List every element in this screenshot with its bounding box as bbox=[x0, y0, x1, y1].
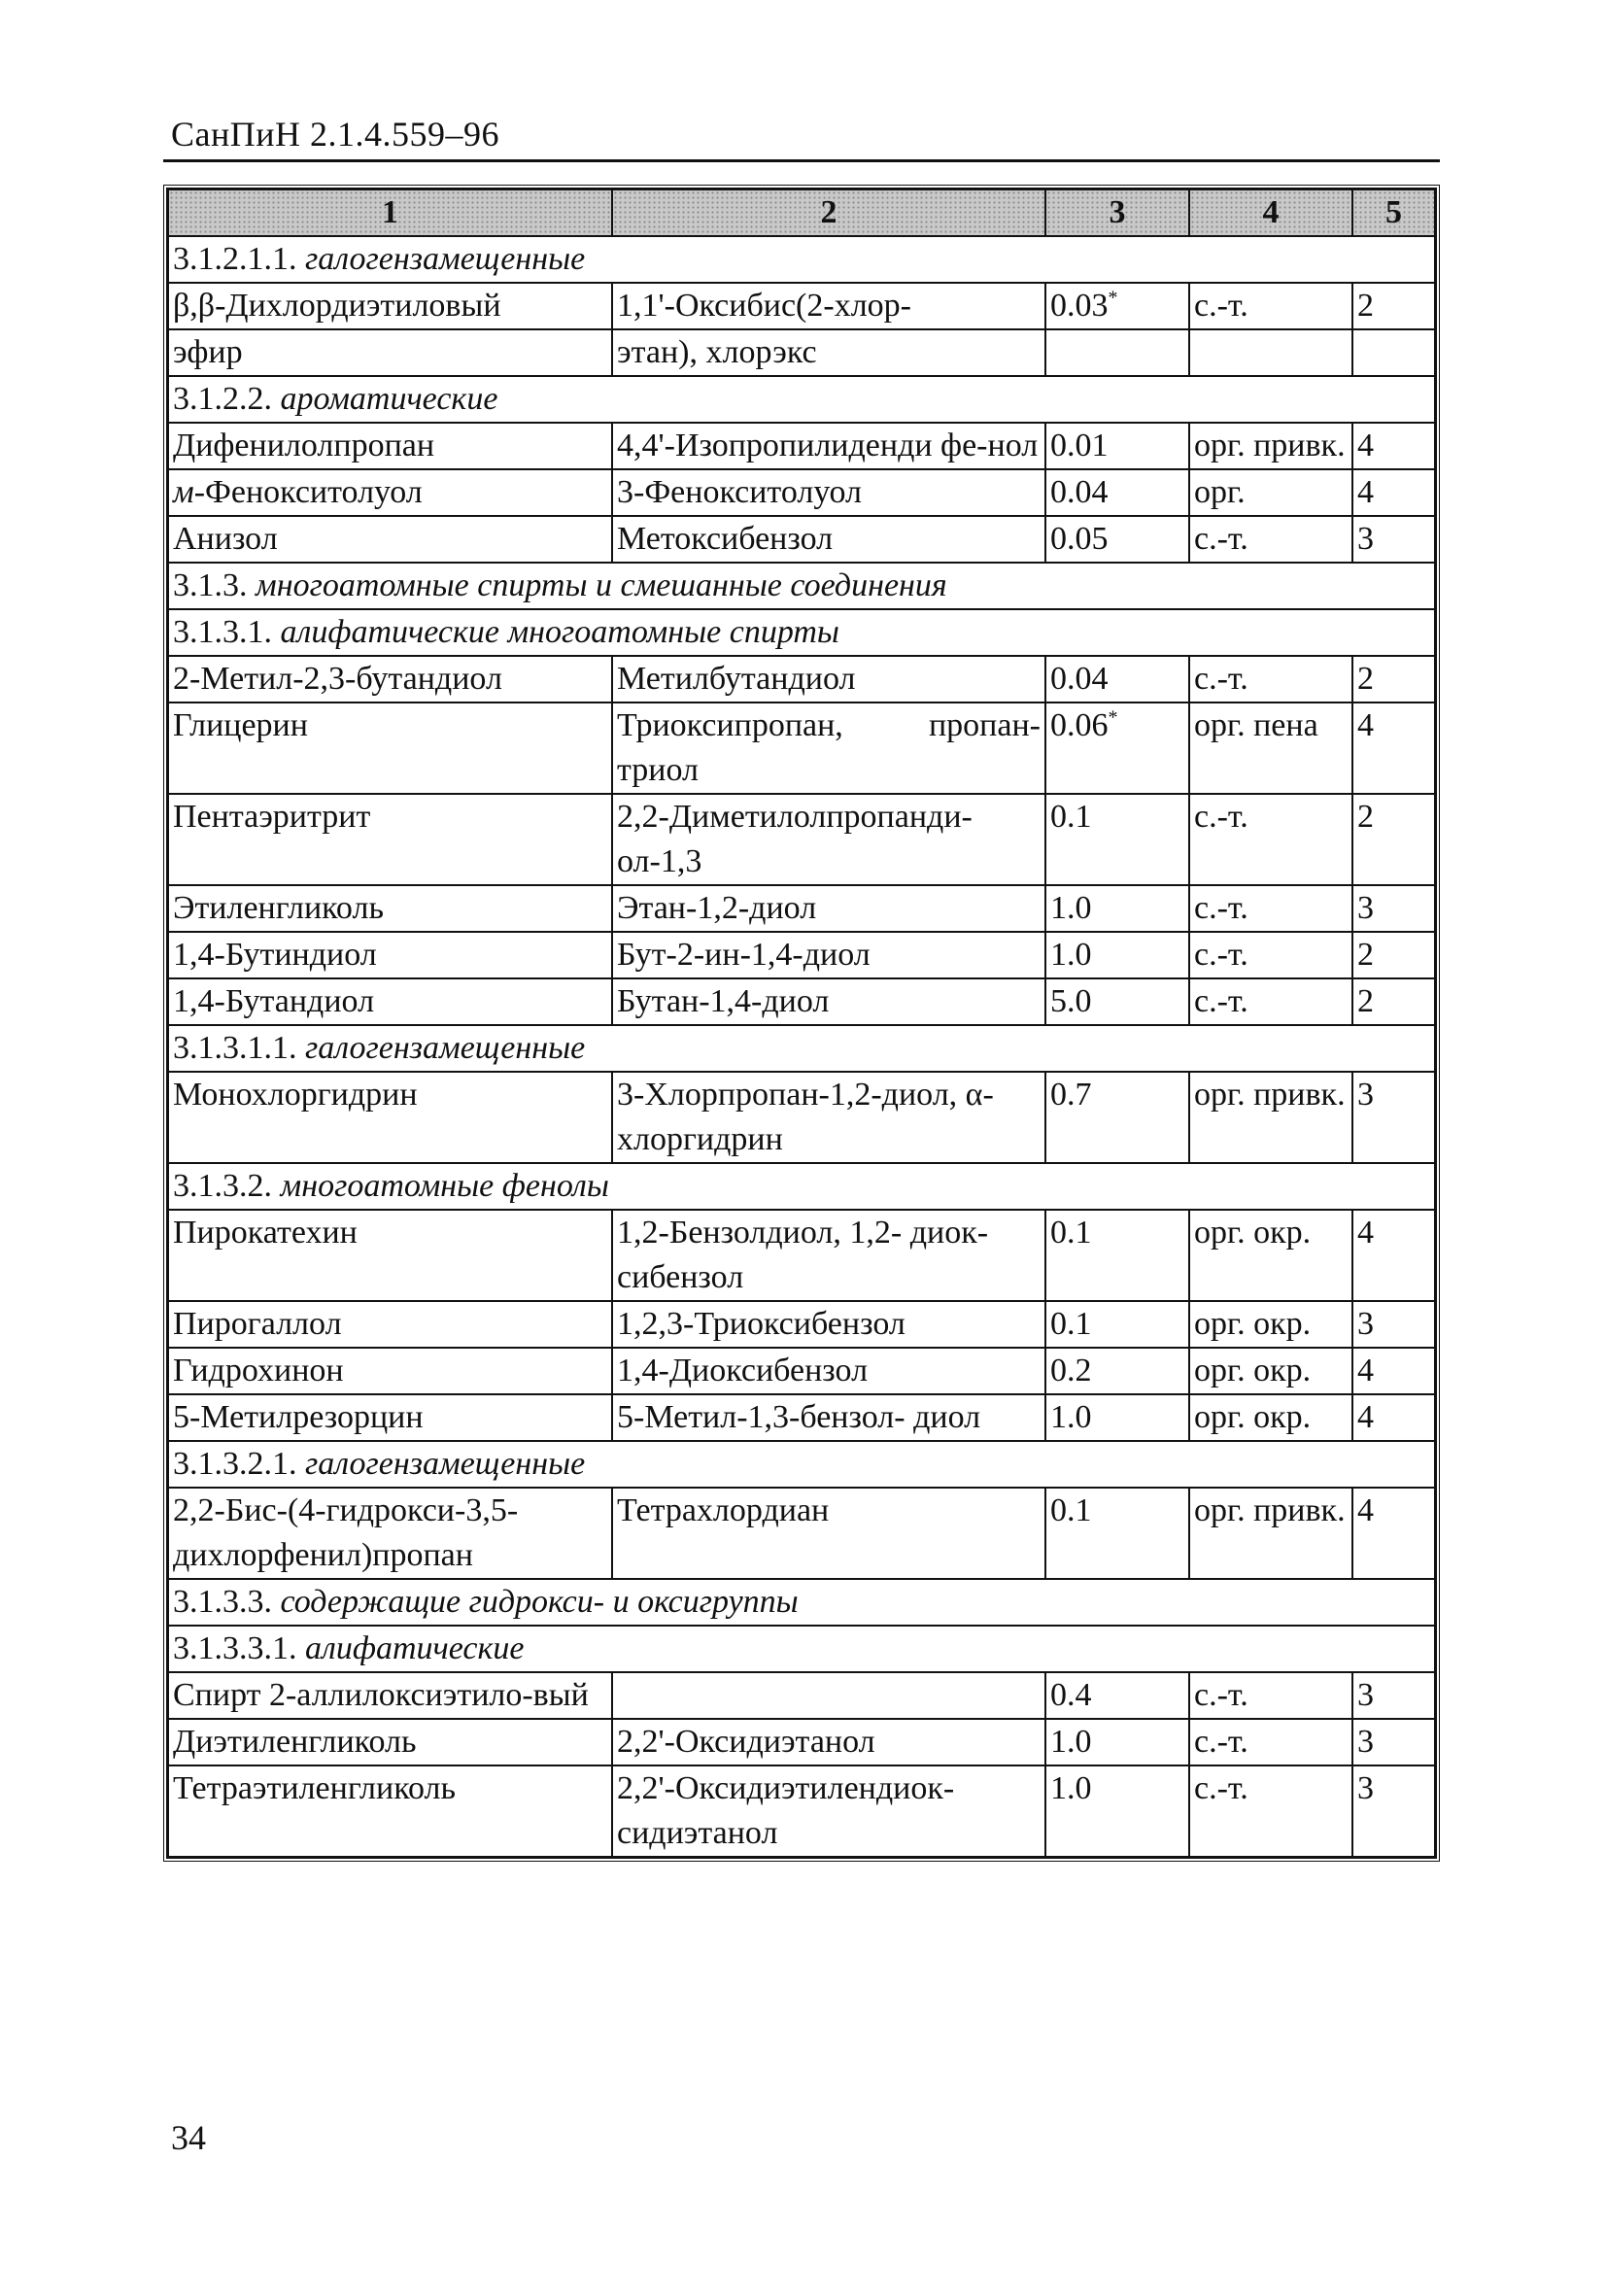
substance-name: β,β-Дихлордиэтиловый bbox=[173, 288, 501, 324]
synonym: Бут-2-ин-1,4-диол bbox=[617, 937, 871, 973]
norm-value-cell bbox=[1045, 1348, 1189, 1394]
hazard-class: 4 bbox=[1357, 474, 1374, 510]
substance-name-cell bbox=[168, 329, 612, 376]
column-number-3: 3 bbox=[1045, 189, 1189, 236]
section-heading-row bbox=[168, 1025, 1435, 1072]
norm-value-cell bbox=[1045, 1765, 1189, 1857]
norm-value: 1.0 bbox=[1050, 937, 1092, 973]
synonym-cell bbox=[612, 1765, 1045, 1857]
harmfulness-sign-cell bbox=[1189, 1394, 1352, 1441]
column-number-4: 4 bbox=[1189, 189, 1352, 236]
harmfulness-sign: с.-т. bbox=[1194, 937, 1248, 973]
norm-value: 0.05 bbox=[1050, 521, 1109, 557]
norm-value: 0.1 bbox=[1050, 1492, 1092, 1528]
substance-name-cell bbox=[168, 423, 612, 469]
norm-value-cell bbox=[1045, 794, 1189, 885]
hazard-class: 3 bbox=[1357, 1306, 1374, 1342]
column-number-1: 1 bbox=[168, 189, 612, 236]
synonym-cell bbox=[612, 794, 1045, 885]
section-heading-row bbox=[168, 609, 1435, 656]
document-code-header: СанПиН 2.1.4.559–96 bbox=[171, 115, 500, 154]
synonym-cell bbox=[612, 885, 1045, 932]
table-row bbox=[168, 329, 1435, 376]
section-heading bbox=[168, 1163, 1435, 1210]
norm-value: 0.7 bbox=[1050, 1077, 1092, 1113]
norm-value: 5.0 bbox=[1050, 983, 1092, 1019]
hazard-class-cell bbox=[1352, 885, 1435, 932]
substance-name-cell bbox=[168, 1301, 612, 1348]
synonym-cell bbox=[612, 329, 1045, 376]
substance-name: 2,2-Бис-(4-гидрокси-3,5-дихлорфенил)пропан bbox=[173, 1492, 519, 1573]
norm-value-cell bbox=[1045, 1672, 1189, 1719]
section-heading-row bbox=[168, 1163, 1435, 1210]
substance-name: Глицерин bbox=[173, 707, 308, 743]
harmfulness-sign: орг. окр. bbox=[1194, 1353, 1312, 1388]
substance-name: Пирогаллол bbox=[173, 1306, 342, 1342]
harmfulness-sign-cell bbox=[1189, 978, 1352, 1025]
harmfulness-sign-cell bbox=[1189, 329, 1352, 376]
table-row bbox=[168, 283, 1435, 329]
synonym: 1,4-Диоксибензол bbox=[617, 1353, 869, 1388]
harmfulness-sign: с.-т. bbox=[1194, 288, 1248, 324]
harmfulness-sign: орг. привк. bbox=[1194, 428, 1346, 463]
harmfulness-sign-cell bbox=[1189, 703, 1352, 794]
harmfulness-sign-cell bbox=[1189, 1348, 1352, 1394]
hazard-class: 3 bbox=[1357, 1077, 1374, 1113]
substance-name: 2-Метил-2,3-бутандиол bbox=[173, 661, 502, 697]
harmfulness-sign: с.-т. bbox=[1194, 890, 1248, 926]
norm-value: 1.0 bbox=[1050, 1770, 1092, 1806]
section-heading bbox=[168, 376, 1435, 423]
harmfulness-sign-cell bbox=[1189, 283, 1352, 329]
hazard-class-cell bbox=[1352, 516, 1435, 563]
synonym-cell bbox=[612, 1348, 1045, 1394]
substance-name: Спирт 2-аллилоксиэтило-вый bbox=[173, 1677, 589, 1713]
substance-name: Монохлоргидрин bbox=[173, 1077, 418, 1113]
harmfulness-sign-cell bbox=[1189, 516, 1352, 563]
hazard-class-cell bbox=[1352, 1765, 1435, 1857]
table-row bbox=[168, 469, 1435, 516]
substance-name-cell bbox=[168, 1672, 612, 1719]
section-title: ароматические bbox=[280, 381, 498, 417]
hazard-class-cell bbox=[1352, 1301, 1435, 1348]
section-number: 3.1.3.2. bbox=[173, 1168, 272, 1204]
substance-name-cell bbox=[168, 1488, 612, 1579]
norm-value-cell bbox=[1045, 516, 1189, 563]
section-heading bbox=[168, 1579, 1435, 1626]
synonym: этан), хлорэкс bbox=[617, 334, 817, 370]
header-rule bbox=[163, 159, 1440, 162]
table-row bbox=[168, 978, 1435, 1025]
hazard-class: 4 bbox=[1357, 1399, 1374, 1435]
synonym-cell bbox=[612, 1210, 1045, 1301]
synonym: Метоксибензол bbox=[617, 521, 834, 557]
table-row bbox=[168, 932, 1435, 978]
harmfulness-sign: с.-т. bbox=[1194, 1677, 1248, 1713]
substance-name: Анизол bbox=[173, 521, 278, 557]
table-row bbox=[168, 794, 1435, 885]
synonym: Тетрахлордиан bbox=[617, 1492, 830, 1528]
synonym-cell bbox=[612, 1672, 1045, 1719]
norm-value: 0.1 bbox=[1050, 1215, 1092, 1251]
norm-value-cell bbox=[1045, 656, 1189, 703]
substance-name: эфир bbox=[173, 334, 243, 370]
hazard-class: 3 bbox=[1357, 890, 1374, 926]
section-heading bbox=[168, 236, 1435, 283]
substance-name-cell bbox=[168, 932, 612, 978]
substance-name: -Фенокситолуол bbox=[193, 474, 423, 510]
section-number: 3.1.3.1. bbox=[173, 614, 272, 650]
hazard-class-cell bbox=[1352, 1394, 1435, 1441]
table-row bbox=[168, 656, 1435, 703]
hazard-class: 3 bbox=[1357, 1770, 1374, 1806]
hazard-class: 4 bbox=[1357, 707, 1374, 743]
hazard-class-cell bbox=[1352, 1348, 1435, 1394]
section-title: многоатомные спирты и смешанные соединения bbox=[256, 567, 947, 603]
hazard-class: 4 bbox=[1357, 1215, 1374, 1251]
harmfulness-sign-cell bbox=[1189, 1765, 1352, 1857]
harmfulness-sign: с.-т. bbox=[1194, 1770, 1248, 1806]
page-number: 34 bbox=[171, 2118, 206, 2157]
norm-value-cell bbox=[1045, 1072, 1189, 1163]
section-number: 3.1.2.1.1. bbox=[173, 241, 297, 277]
synonym-cell bbox=[612, 978, 1045, 1025]
norm-value: 1.0 bbox=[1050, 890, 1092, 926]
synonym: Этан-1,2-диол bbox=[617, 890, 817, 926]
harmfulness-sign: с.-т. bbox=[1194, 661, 1248, 697]
substance-name-cell bbox=[168, 1394, 612, 1441]
harmfulness-sign: орг. окр. bbox=[1194, 1399, 1312, 1435]
norm-value: 0.03 bbox=[1050, 288, 1109, 324]
norm-value-cell bbox=[1045, 469, 1189, 516]
section-heading-row bbox=[168, 1579, 1435, 1626]
hazard-class-cell bbox=[1352, 656, 1435, 703]
norm-value-cell bbox=[1045, 329, 1189, 376]
synonym: Триоксипропан, пропан-триол bbox=[617, 707, 1041, 788]
harmfulness-sign-cell bbox=[1189, 1210, 1352, 1301]
hazard-class-cell bbox=[1352, 283, 1435, 329]
synonym: 1,1'-Оксибис(2-хлор- bbox=[617, 288, 911, 324]
synonym: Метилбутандиол bbox=[617, 661, 856, 697]
substance-name-cell bbox=[168, 1072, 612, 1163]
synonym-cell bbox=[612, 423, 1045, 469]
hazard-class-cell bbox=[1352, 1672, 1435, 1719]
hazard-class-cell bbox=[1352, 1719, 1435, 1765]
norm-value: 0.06 bbox=[1050, 707, 1109, 743]
substance-name-cell bbox=[168, 656, 612, 703]
synonym-cell bbox=[612, 283, 1045, 329]
harmfulness-sign: с.-т. bbox=[1194, 521, 1248, 557]
hazard-class: 4 bbox=[1357, 1492, 1374, 1528]
section-heading bbox=[168, 563, 1435, 609]
norm-value-cell bbox=[1045, 885, 1189, 932]
synonym: 5-Метил-1,3-бензол- диол bbox=[617, 1399, 981, 1435]
norm-value-cell bbox=[1045, 978, 1189, 1025]
section-number: 3.1.3. bbox=[173, 567, 248, 603]
synonym: 2,2-Диметилолпропанди-ол-1,3 bbox=[617, 799, 973, 879]
table-row bbox=[168, 1072, 1435, 1163]
table-row bbox=[168, 1672, 1435, 1719]
table-row bbox=[168, 1301, 1435, 1348]
section-title: галогензамещенные bbox=[305, 1030, 586, 1066]
substance-name-cell bbox=[168, 885, 612, 932]
table-row bbox=[168, 423, 1435, 469]
norm-value: 0.01 bbox=[1050, 428, 1109, 463]
substance-name: Этиленгликоль bbox=[173, 890, 384, 926]
harmfulness-sign-cell bbox=[1189, 1301, 1352, 1348]
section-number: 3.1.2.2. bbox=[173, 381, 272, 417]
synonym-cell bbox=[612, 932, 1045, 978]
synonym: Бутан-1,4-диол bbox=[617, 983, 830, 1019]
section-number: 3.1.3.1.1. bbox=[173, 1030, 297, 1066]
section-heading bbox=[168, 1025, 1435, 1072]
hazard-class-cell bbox=[1352, 1072, 1435, 1163]
section-heading-row bbox=[168, 236, 1435, 283]
norm-value: 0.04 bbox=[1050, 661, 1109, 697]
synonym-cell bbox=[612, 656, 1045, 703]
hazard-class: 3 bbox=[1357, 1724, 1374, 1760]
harmfulness-sign: орг. привк. bbox=[1194, 1492, 1346, 1528]
hazard-class: 2 bbox=[1357, 288, 1374, 324]
substance-name: Тетраэтиленгликоль bbox=[173, 1770, 457, 1806]
norm-value-cell bbox=[1045, 1719, 1189, 1765]
substance-name-cell bbox=[168, 1765, 612, 1857]
norm-value-cell bbox=[1045, 1488, 1189, 1579]
substance-name-italic-prefix: м bbox=[173, 474, 194, 510]
substance-name-cell bbox=[168, 1719, 612, 1765]
hazard-class-cell bbox=[1352, 932, 1435, 978]
hazard-class: 3 bbox=[1357, 1677, 1374, 1713]
norm-value-cell bbox=[1045, 932, 1189, 978]
norm-value: 0.4 bbox=[1050, 1677, 1092, 1713]
hazard-class: 4 bbox=[1357, 428, 1374, 463]
synonym-cell bbox=[612, 703, 1045, 794]
substance-name-cell bbox=[168, 794, 612, 885]
norm-value-cell bbox=[1045, 703, 1189, 794]
hazard-class: 2 bbox=[1357, 799, 1374, 835]
hazard-class: 2 bbox=[1357, 661, 1374, 697]
synonym-cell bbox=[612, 1488, 1045, 1579]
synonym-cell bbox=[612, 1719, 1045, 1765]
column-number-2: 2 bbox=[612, 189, 1045, 236]
synonym-cell bbox=[612, 1394, 1045, 1441]
harmfulness-sign: с.-т. bbox=[1194, 799, 1248, 835]
norm-value-cell bbox=[1045, 1210, 1189, 1301]
substance-name-cell bbox=[168, 469, 612, 516]
table-row bbox=[168, 1348, 1435, 1394]
norm-value-cell bbox=[1045, 283, 1189, 329]
section-title: содержащие гидрокси- и оксигруппы bbox=[280, 1584, 799, 1620]
substance-name: Пентаэритрит bbox=[173, 799, 371, 835]
synonym: 1,2,3-Триоксибензол bbox=[617, 1306, 906, 1342]
norm-value: 0.04 bbox=[1050, 474, 1109, 510]
norm-value-cell bbox=[1045, 1394, 1189, 1441]
norm-value-cell bbox=[1045, 1301, 1189, 1348]
section-title: галогензамещенные bbox=[305, 241, 586, 277]
substance-name-cell bbox=[168, 703, 612, 794]
table-row bbox=[168, 1210, 1435, 1301]
footnote-asterisk: * bbox=[1108, 287, 1118, 309]
harmfulness-sign: орг. окр. bbox=[1194, 1306, 1312, 1342]
section-title: многоатомные фенолы bbox=[280, 1168, 609, 1204]
substance-name: Гидрохинон bbox=[173, 1353, 344, 1388]
norm-value: 1.0 bbox=[1050, 1399, 1092, 1435]
substance-name-cell bbox=[168, 1210, 612, 1301]
harmfulness-sign: орг. пена bbox=[1194, 707, 1318, 743]
harmfulness-sign-cell bbox=[1189, 656, 1352, 703]
harmfulness-sign-cell bbox=[1189, 885, 1352, 932]
substance-name: Диэтиленгликоль bbox=[173, 1724, 417, 1760]
synonym-cell bbox=[612, 469, 1045, 516]
section-title: галогензамещенные bbox=[305, 1446, 586, 1482]
harmfulness-sign-cell bbox=[1189, 1672, 1352, 1719]
substance-name-cell bbox=[168, 978, 612, 1025]
table-row bbox=[168, 1719, 1435, 1765]
substance-name-cell bbox=[168, 283, 612, 329]
norm-value: 0.1 bbox=[1050, 1306, 1092, 1342]
hazard-class-cell bbox=[1352, 978, 1435, 1025]
hazard-class-cell bbox=[1352, 703, 1435, 794]
harmfulness-sign-cell bbox=[1189, 1488, 1352, 1579]
harmfulness-sign-cell bbox=[1189, 794, 1352, 885]
section-number: 3.1.3.2.1. bbox=[173, 1446, 297, 1482]
hazard-class-cell bbox=[1352, 1488, 1435, 1579]
substance-name: 5-Метилрезорцин bbox=[173, 1399, 424, 1435]
hazard-class-cell bbox=[1352, 423, 1435, 469]
section-heading-row bbox=[168, 1441, 1435, 1488]
table-row bbox=[168, 885, 1435, 932]
table-row bbox=[168, 516, 1435, 563]
synonym-cell bbox=[612, 1072, 1045, 1163]
section-title: алифатические bbox=[305, 1630, 525, 1666]
column-number-5: 5 bbox=[1352, 189, 1435, 236]
harmfulness-sign-cell bbox=[1189, 469, 1352, 516]
harmfulness-sign-cell bbox=[1189, 423, 1352, 469]
section-title: алифатические многоатомные спирты bbox=[280, 614, 839, 650]
substances-table bbox=[167, 188, 1436, 1858]
norm-value: 0.2 bbox=[1050, 1353, 1092, 1388]
section-heading bbox=[168, 609, 1435, 656]
hazard-class: 2 bbox=[1357, 983, 1374, 1019]
harmfulness-sign: орг. окр. bbox=[1194, 1215, 1312, 1251]
substances-table-frame bbox=[163, 185, 1440, 1862]
norm-value: 1.0 bbox=[1050, 1724, 1092, 1760]
harmfulness-sign-cell bbox=[1189, 1719, 1352, 1765]
hazard-class: 3 bbox=[1357, 521, 1374, 557]
hazard-class-cell bbox=[1352, 469, 1435, 516]
substance-name: Пирокатехин bbox=[173, 1215, 358, 1251]
substance-name-cell bbox=[168, 1348, 612, 1394]
harmfulness-sign: с.-т. bbox=[1194, 1724, 1248, 1760]
synonym-cell bbox=[612, 1301, 1045, 1348]
hazard-class-cell bbox=[1352, 329, 1435, 376]
harmfulness-sign: с.-т. bbox=[1194, 983, 1248, 1019]
table-row bbox=[168, 1765, 1435, 1857]
substance-name-cell bbox=[168, 516, 612, 563]
harmfulness-sign-cell bbox=[1189, 932, 1352, 978]
column-number-row bbox=[168, 189, 1435, 236]
section-heading bbox=[168, 1626, 1435, 1672]
section-number: 3.1.3.3. bbox=[173, 1584, 272, 1620]
synonym: 2,2'-Оксидиэтилендиок-сидиэтанол bbox=[617, 1770, 955, 1851]
synonym: 3-Фенокситолуол bbox=[617, 474, 863, 510]
table-row bbox=[168, 703, 1435, 794]
synonym: 2,2'-Оксидиэтанол bbox=[617, 1724, 875, 1760]
section-heading-row bbox=[168, 376, 1435, 423]
hazard-class: 4 bbox=[1357, 1353, 1374, 1388]
hazard-class: 2 bbox=[1357, 937, 1374, 973]
substance-name: 1,4-Бутандиол bbox=[173, 983, 375, 1019]
section-heading bbox=[168, 1441, 1435, 1488]
hazard-class-cell bbox=[1352, 794, 1435, 885]
section-heading-row bbox=[168, 1626, 1435, 1672]
harmfulness-sign: орг. bbox=[1194, 474, 1246, 510]
synonym: 3-Хлорпропан-1,2-диол, α-хлоргидрин bbox=[617, 1077, 994, 1157]
harmfulness-sign-cell bbox=[1189, 1072, 1352, 1163]
harmfulness-sign: орг. привк. bbox=[1194, 1077, 1346, 1113]
footnote-asterisk: * bbox=[1108, 706, 1118, 729]
hazard-class-cell bbox=[1352, 1210, 1435, 1301]
substance-name: Дифенилолпропан bbox=[173, 428, 435, 463]
norm-value-cell bbox=[1045, 423, 1189, 469]
table-row bbox=[168, 1488, 1435, 1579]
synonym-cell bbox=[612, 516, 1045, 563]
synonym: 4,4'-Изопропилиденди фе-нол bbox=[617, 428, 1039, 463]
section-number: 3.1.3.3.1. bbox=[173, 1630, 297, 1666]
section-heading-row bbox=[168, 563, 1435, 609]
norm-value: 0.1 bbox=[1050, 799, 1092, 835]
table-row bbox=[168, 1394, 1435, 1441]
synonym: 1,2-Бензолдиол, 1,2- диок-сибензол bbox=[617, 1215, 989, 1295]
substance-name: 1,4-Бутиндиол bbox=[173, 937, 377, 973]
